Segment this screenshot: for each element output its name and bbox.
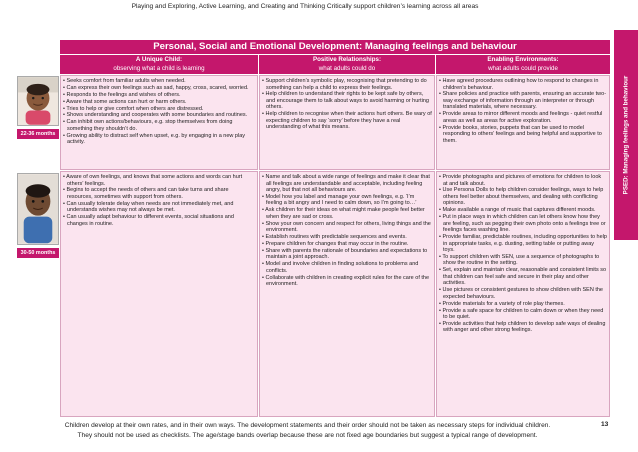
age-band-label: 30-50 months xyxy=(17,248,59,258)
cell-positive-relationships-30-50 xyxy=(259,171,435,417)
column-header-positive-relationships xyxy=(259,55,435,74)
list-item: • Provide photographs and pictures of emotions for children to look at and talk about. xyxy=(439,174,607,187)
list-item: • Model how you label and manage your own feelings, e.g. ‘I’m feeling a bit angry and I need to calm down, so I’m going to…’ xyxy=(262,194,432,207)
list-item: • Can usually tolerate delay when needs are not immediately met, and understands wishes may not always be met. xyxy=(63,201,255,214)
side-section-tab xyxy=(614,30,638,240)
column-subtitle: what adults could provide xyxy=(488,64,558,72)
list-item: • Aware of own feelings, and knows that some actions and words can hurt others’ feelings. xyxy=(63,174,255,187)
list-item: • Can usually adapt behaviour to different events, social situations and changes in routine. xyxy=(63,214,255,227)
page-number: 13 xyxy=(601,421,609,428)
list-item: • Establish routines with predictable sequences and events. xyxy=(262,234,432,241)
list-item: • Share policies and practice with parents, ensuring an accurate two-way exchange of information through an interpreter or through translated materials, where necessary. xyxy=(439,91,607,111)
cell-unique-child-30-50 xyxy=(60,171,258,417)
cell-positive-relationships-22-36 xyxy=(259,75,435,170)
child-photo-toddler xyxy=(17,76,59,126)
list-item: • Help children to understand their rights to be kept safe by others, and encourage them to talk about ways to avoid harming or hurting others. xyxy=(262,91,432,111)
cell-enabling-environments-22-36 xyxy=(436,75,610,170)
list-item: • Provide materials for a variety of role play themes. xyxy=(439,301,607,308)
list-item: • Set, explain and maintain clear, reasonable and consistent limits so that children can feel safe and secure in their play and other activities. xyxy=(439,267,607,287)
list-item: • Collaborate with children in creating explicit rules for the care of the environment. xyxy=(262,275,432,288)
list-item: • Tries to help or give comfort when others are distressed. xyxy=(63,106,255,113)
list-item: • Begins to accept the needs of others and can take turns and share resources, sometimes with support from others. xyxy=(63,187,255,200)
list-item: • Prepare children for changes that may occur in the routine. xyxy=(262,241,432,248)
column-subtitle: what adults could do xyxy=(318,64,376,72)
list-item: • To support children with SEN, use a sequence of photographs to show the routine in the setting. xyxy=(439,254,607,267)
list-item: • Have agreed procedures outlining how to respond to changes in children’s behaviour. xyxy=(439,78,607,91)
list-item: • Provide a safe space for children to calm down or when they need to be quiet. xyxy=(439,308,607,321)
footer-line: They should not be used as checklists. The age/stage bands overlap because these are not fixed age boundaries but suggest a typical range of development. xyxy=(77,431,538,439)
main-header: Personal, Social and Emotional Development: Managing feelings and behaviour xyxy=(60,40,610,54)
list-item: • Shows understanding and cooperates with some boundaries and routines. xyxy=(63,112,255,119)
footer-note xyxy=(20,421,595,440)
list-item: • Ask children for their ideas on what might make people feel better when they are sad or cross. xyxy=(262,207,432,220)
side-tab-label: PSED: Managing feelings and behaviour xyxy=(622,75,630,195)
list-item: • Share with parents the rationale of boundaries and expectations to maintain a joint approach. xyxy=(262,248,432,261)
cell-enabling-environments-30-50 xyxy=(436,171,610,417)
list-item: • Model and involve children in finding solutions to problems and conflicts. xyxy=(262,261,432,274)
list-item: • Can express their own feelings such as sad, happy, cross, scared, worried. xyxy=(63,85,255,92)
list-item: • Provide activities that help children to develop safe ways of dealing with anger and other strong feelings. xyxy=(439,321,607,334)
page-top-title: Playing and Exploring, Active Learning, and Creating and Thinking Critically support children’s learning across all areas xyxy=(131,3,479,10)
list-item: • Show your own concern and respect for others, living things and the environment. xyxy=(262,221,432,234)
column-title: A Unique Child: xyxy=(135,56,183,63)
list-item: • Use Persona Dolls to help children consider feelings, ways to help others feel better about themselves, and dealing with conflicting opinions. xyxy=(439,187,607,207)
preschooler-photo-icon xyxy=(18,174,58,244)
list-item: • Help children to recognise when their actions hurt others. Be wary of expecting children to say ‘sorry’ before they have a real understanding of what this means. xyxy=(262,111,432,131)
list-item: • Responds to the feelings and wishes of others. xyxy=(63,92,255,99)
column-subtitle: observing what a child is learning xyxy=(113,64,205,72)
column-title: Enabling Environments: xyxy=(487,56,559,63)
toddler-photo-icon xyxy=(18,77,58,125)
list-item: • Make available a range of music that captures different moods. xyxy=(439,207,607,214)
cell-unique-child-22-36 xyxy=(60,75,258,170)
footer-line: Children develop at their own rates, and in their own ways. The development statements and their order should not be taken as necessary steps for individual children. xyxy=(64,422,551,429)
child-photo-preschooler xyxy=(17,173,59,245)
column-header-enabling-environments xyxy=(436,55,610,74)
list-item: • Put in place ways in which children can let others know how they are feeling, such as pegging their own photo onto a feelings tree or feelings faces washing line. xyxy=(439,214,607,234)
list-item: • Provide familiar, predictable routines, including opportunities to help in appropriate tasks, e.g. dusting, setting table or putting away toys. xyxy=(439,234,607,254)
list-item: • Growing ability to distract self when upset, e.g. by engaging in a new play activity. xyxy=(63,133,255,146)
list-item: • Can inhibit own actions/behaviours, e.g. stop themselves from doing something they shouldn’t do. xyxy=(63,119,255,132)
age-band-label: 22-36 months xyxy=(17,129,59,139)
column-title: Positive Relationships: xyxy=(312,56,382,63)
list-item: • Seeks comfort from familiar adults when needed. xyxy=(63,78,255,85)
list-item: • Aware that some actions can hurt or harm others. xyxy=(63,99,255,106)
list-item: • Support children’s symbolic play, recognising that pretending to do something can help a child to express their feelings. xyxy=(262,78,432,91)
list-item: • Provide areas to mirror different moods and feelings - quiet restful areas as well as areas for active exploration. xyxy=(439,111,607,124)
column-header-unique-child xyxy=(60,55,258,74)
list-item: • Name and talk about a wide range of feelings and make it clear that all feelings are understandable and acceptable, including feeling angry, but that not all behaviours are. xyxy=(262,174,432,194)
list-item: • Provide books, stories, puppets that can be used to model responding to others’ feelings and being helpful and supportive to them. xyxy=(439,125,607,145)
list-item: • Use pictures or consistent gestures to show children with SEN the expected behaviours. xyxy=(439,287,607,300)
